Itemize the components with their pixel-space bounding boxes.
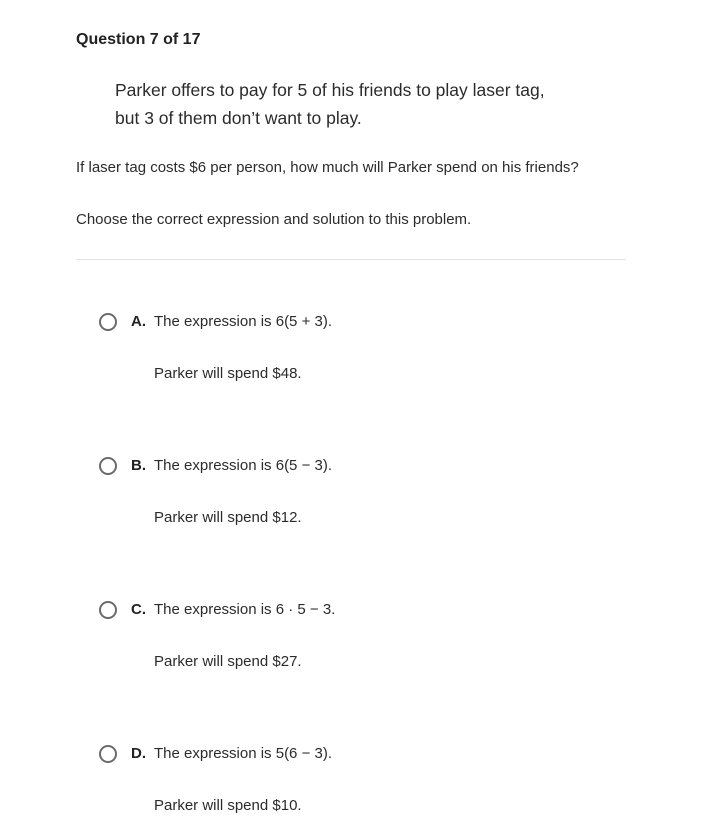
divider xyxy=(76,259,626,260)
choice-a[interactable] xyxy=(99,313,659,393)
choice-solution: Parker will spend $48. xyxy=(154,365,302,382)
question-passage xyxy=(115,76,615,132)
radio-button-c[interactable] xyxy=(99,601,117,619)
choice-expression: The expression is 5(6 − 3). xyxy=(154,745,333,762)
choice-expression: The expression is 6 · 5 − 3. xyxy=(154,601,336,618)
choice-c[interactable] xyxy=(99,601,659,681)
choice-expression: The expression is 6(5 − 3). xyxy=(154,457,333,474)
choice-letter: C. xyxy=(131,601,146,618)
choice-letter: B. xyxy=(131,457,146,474)
choice-solution: Parker will spend $12. xyxy=(154,509,302,526)
radio-button-a[interactable] xyxy=(99,313,117,331)
passage-line: Parker offers to pay for 5 of his friends to play laser tag, xyxy=(115,80,545,100)
choice-solution: Parker will spend $27. xyxy=(154,653,302,670)
passage-line: but 3 of them don’t want to play. xyxy=(115,108,362,128)
radio-button-d[interactable] xyxy=(99,745,117,763)
choice-solution: Parker will spend $10. xyxy=(154,797,302,814)
choice-letter: D. xyxy=(131,745,146,762)
question-instruction: Choose the correct expression and solution to this problem. xyxy=(76,211,472,228)
choice-b[interactable] xyxy=(99,457,659,537)
choice-expression: The expression is 6(5 + 3). xyxy=(154,313,333,330)
question-header: Question 7 of 17 xyxy=(76,31,201,48)
choice-letter: A. xyxy=(131,313,146,330)
radio-button-b[interactable] xyxy=(99,457,117,475)
choice-d[interactable] xyxy=(99,745,659,825)
question-prompt: If laser tag costs $6 per person, how much will Parker spend on his friends? xyxy=(76,159,579,176)
